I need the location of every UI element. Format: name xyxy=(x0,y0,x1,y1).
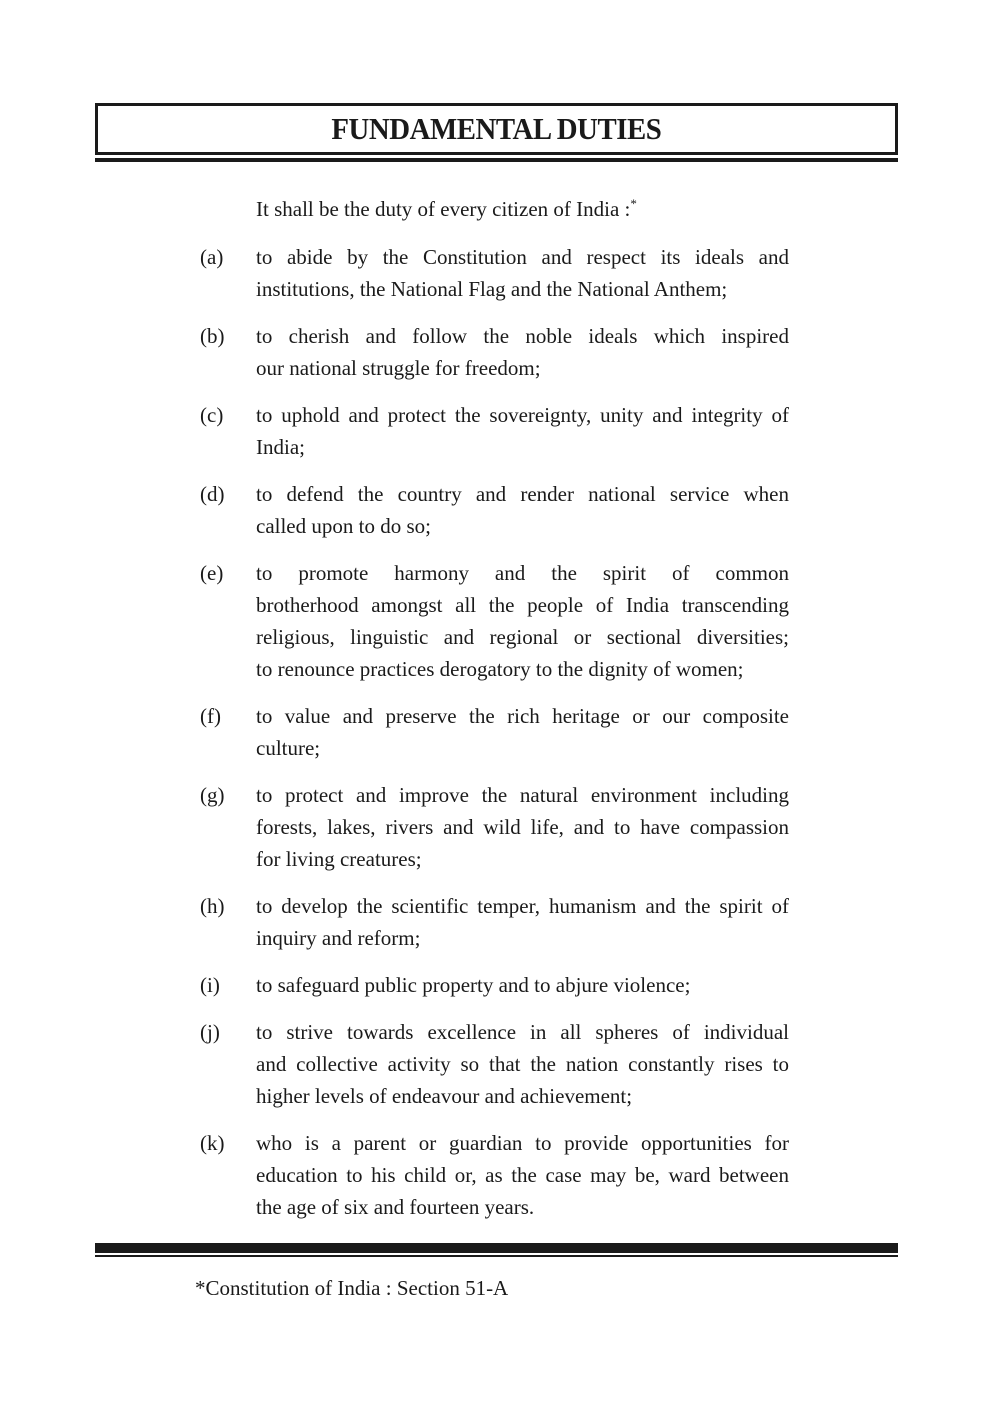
bottom-rule xyxy=(95,1243,898,1257)
duty-item xyxy=(200,700,790,764)
duty-text-line: brotherhood amongst all the people of India transcending xyxy=(256,593,789,617)
page-title: FUNDAMENTAL DUTIES xyxy=(331,111,662,146)
duty-text-line: religious, linguistic and regional or sectional diversities; xyxy=(256,625,789,649)
title-underline xyxy=(95,158,898,162)
duty-item xyxy=(200,557,790,685)
duty-text xyxy=(256,700,789,764)
duty-label: (h) xyxy=(200,894,225,918)
duty-text xyxy=(256,241,789,305)
duty-text-line: to protect and improve the natural environment including xyxy=(256,783,789,807)
duty-label: (d) xyxy=(200,482,225,506)
duty-text-line: India; xyxy=(256,435,305,459)
footnote-marker: * xyxy=(630,196,637,211)
duty-item xyxy=(200,1127,790,1223)
duty-text xyxy=(256,320,789,384)
intro-text xyxy=(256,196,637,222)
duty-item xyxy=(200,779,790,875)
duty-text-line: who is a parent or guardian to provide opportunities for xyxy=(256,1131,789,1155)
duty-item xyxy=(200,241,790,305)
duty-label: (e) xyxy=(200,561,224,585)
duty-text-line: forests, lakes, rivers and wild life, and to have compassion xyxy=(256,815,789,839)
duty-text-line: to safeguard public property and to abjure violence; xyxy=(256,973,691,997)
duty-item xyxy=(200,478,790,542)
duty-label: (j) xyxy=(200,1020,220,1044)
duty-text-line: to value and preserve the rich heritage or our composite xyxy=(256,704,789,728)
duty-text-line: to defend the country and render national service when xyxy=(256,482,789,506)
duty-text xyxy=(256,779,789,875)
duty-item xyxy=(200,399,790,463)
duty-text-line: to develop the scientific temper, humanism and the spirit of xyxy=(256,894,789,918)
duty-label: (i) xyxy=(200,973,220,997)
duty-text xyxy=(256,890,789,954)
duty-text xyxy=(256,1127,789,1223)
duty-text-line: higher levels of endeavour and achievement; xyxy=(256,1084,633,1108)
duty-text-line: our national struggle for freedom; xyxy=(256,356,541,380)
duty-text-line: to promote harmony and the spirit of common xyxy=(256,561,789,585)
duty-text-line: culture; xyxy=(256,736,321,760)
duty-text-line: inquiry and reform; xyxy=(256,926,421,950)
duty-label: (f) xyxy=(200,704,221,728)
duty-text-line: institutions, the National Flag and the National Anthem; xyxy=(256,277,728,301)
duty-label: (g) xyxy=(200,783,225,807)
duty-label: (a) xyxy=(200,245,224,269)
duty-text-line: to abide by the Constitution and respect its ideals and xyxy=(256,245,789,269)
duty-text-line: for living creatures; xyxy=(256,847,422,871)
duty-text xyxy=(256,969,789,1001)
duty-text-line: the age of six and fourteen years. xyxy=(256,1195,535,1219)
duty-text-line: education to his child or, as the case may be, ward between xyxy=(256,1163,789,1187)
intro-sentence: It shall be the duty of every citizen of India : xyxy=(256,197,631,221)
duty-label: (b) xyxy=(200,324,225,348)
title-box xyxy=(95,103,898,155)
duty-item xyxy=(200,1016,790,1112)
duty-text-line: to uphold and protect the sovereignty, unity and integrity of xyxy=(256,403,789,427)
duty-label: (c) xyxy=(200,403,224,427)
duty-text-line: to renounce practices derogatory to the dignity of women; xyxy=(256,657,744,681)
duty-text-line: to strive towards excellence in all spheres of individual xyxy=(256,1020,789,1044)
duty-item xyxy=(200,969,790,1001)
duty-item xyxy=(200,320,790,384)
duty-label: (k) xyxy=(200,1131,225,1155)
duty-text xyxy=(256,1016,789,1112)
duties-list xyxy=(200,241,790,1238)
duty-text-line: to cherish and follow the noble ideals which inspired xyxy=(256,324,789,348)
duty-text-line: called upon to do so; xyxy=(256,514,431,538)
duty-text xyxy=(256,478,789,542)
duty-item xyxy=(200,890,790,954)
duty-text xyxy=(256,399,789,463)
duty-text-line: and collective activity so that the nation constantly rises to xyxy=(256,1052,789,1076)
footnote: *Constitution of India : Section 51-A xyxy=(195,1276,509,1300)
duty-text xyxy=(256,557,789,685)
